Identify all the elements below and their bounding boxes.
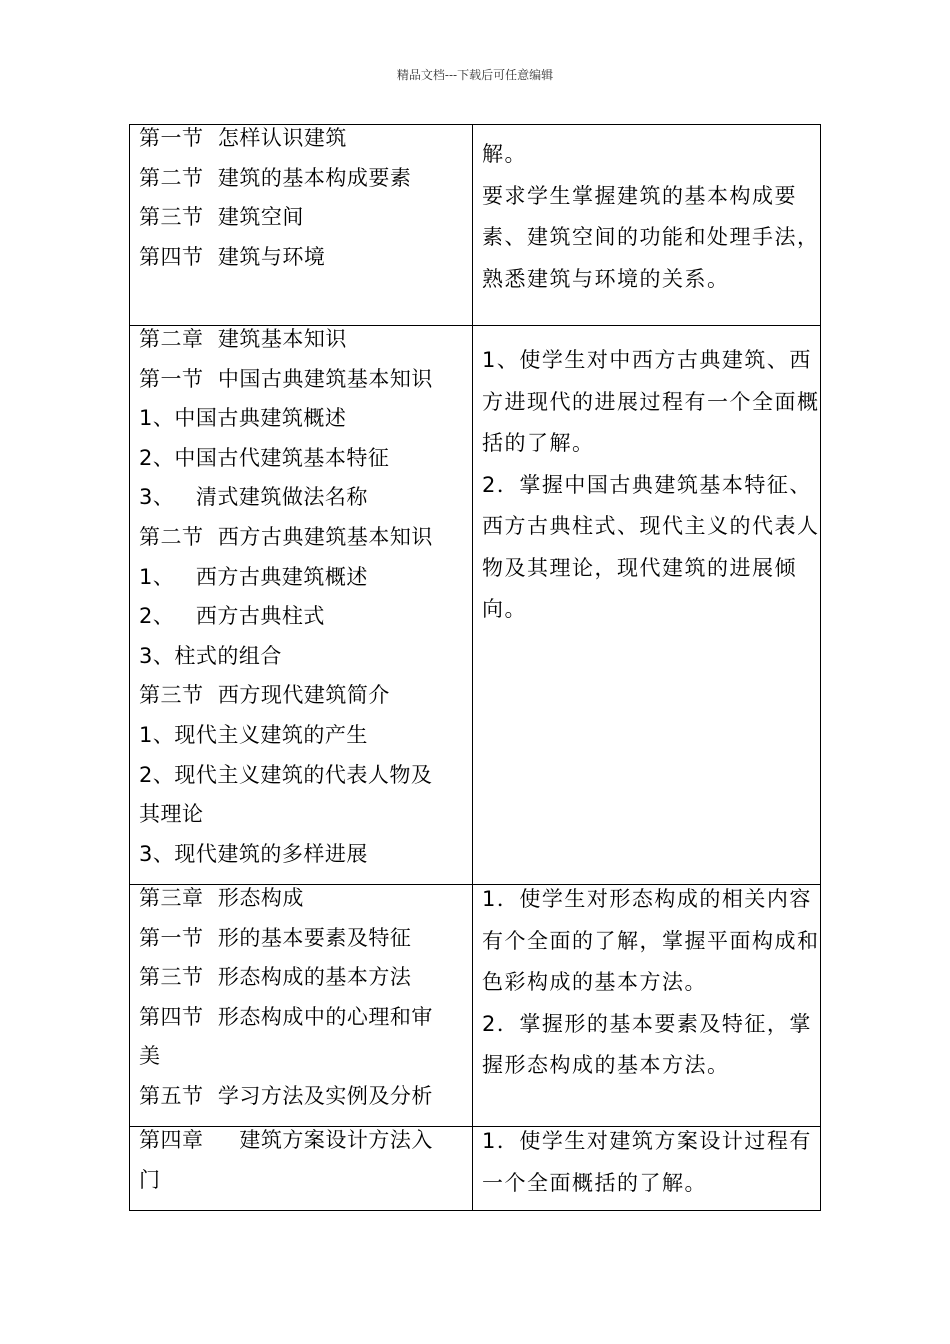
objective-line: 要求学生掌握建筑的基本构成要 — [482, 183, 797, 208]
chapter-line: 第三节 形态构成的基本方法 — [139, 965, 412, 990]
chapter-line: 第三节 建筑空间 — [139, 205, 304, 230]
chapter-line: 其理论 — [139, 802, 204, 827]
objective-cell — [473, 125, 821, 326]
chapter-line: 2、中国古代建筑基本特征 — [139, 445, 390, 470]
chapter-line: 2、 西方古典柱式 — [139, 604, 325, 629]
objective-line: 素、建筑空间的功能和处理手法， — [482, 225, 820, 249]
objective-line: 1、使学生对中西方古典建筑、西 — [482, 348, 812, 372]
chapter-line: 第四节 建筑与环境 — [139, 244, 326, 269]
chapter-line: 2、现代主义建筑的代表人物及 — [139, 762, 433, 787]
objective-line: 色彩构成的基本方法。 — [482, 970, 707, 994]
chapter-cell — [130, 885, 473, 1127]
objective-line: 2．掌握形的基本要素及特征，掌 — [482, 1011, 812, 1036]
objective-line: 1．使学生对建筑方案设计过程有 — [482, 1129, 812, 1153]
table-row — [130, 326, 821, 885]
chapter-line: 第二节 建筑的基本构成要素 — [139, 165, 412, 190]
chapter-line: 美 — [139, 1044, 161, 1069]
objective-line: 一个全面概括的了解。 — [482, 1170, 707, 1195]
chapter-cell — [130, 326, 473, 885]
chapter-line: 第一节 中国古典建筑基本知识 — [139, 366, 433, 391]
objective-line: 熟悉建筑与环境的关系。 — [482, 266, 730, 291]
chapter-line: 3、现代建筑的多样进展 — [139, 841, 368, 866]
objective-line: 1．使学生对形态构成的相关内容 — [482, 887, 812, 911]
chapter-cell — [130, 1127, 473, 1211]
chapter-line: 第三节 西方现代建筑简介 — [139, 683, 390, 708]
table-row — [130, 125, 821, 326]
chapter-line: 1、中国古典建筑概述 — [139, 406, 347, 431]
chapter-line: 3、 清式建筑做法名称 — [139, 485, 368, 510]
objective-line: 方进现代的进展过程有一个全面概 — [482, 389, 820, 414]
chapter-line: 门 — [139, 1167, 161, 1192]
objective-cell — [473, 1127, 821, 1211]
chapter-line: 第四节 形态构成中的心理和审 — [139, 1004, 433, 1029]
chapter-line: 第五节 学习方法及实例及分析 — [139, 1083, 433, 1108]
objective-line: 2．掌握中国古典建筑基本特征、 — [482, 472, 812, 497]
table-row — [130, 885, 821, 1127]
objective-line: 有个全面的了解，掌握平面构成和 — [482, 928, 820, 953]
chapter-line: 第三章 形态构成 — [139, 886, 304, 910]
chapter-line: 第一节 怎样认识建筑 — [139, 126, 347, 150]
chapter-line: 3、柱式的组合 — [139, 643, 282, 668]
chapter-line: 1、 西方古典建筑概述 — [139, 564, 368, 589]
objective-line: 向。 — [482, 597, 527, 621]
objective-cell — [473, 326, 821, 885]
objective-line: 西方古典柱式、现代主义的代表人 — [482, 514, 820, 538]
chapter-cell — [130, 125, 473, 326]
chapter-line: 1、现代主义建筑的产生 — [139, 722, 368, 747]
chapter-line: 第一节 形的基本要素及特征 — [139, 925, 412, 950]
objective-line: 握形态构成的基本方法。 — [482, 1053, 730, 1077]
chapter-line: 第四章 建筑方案设计方法入 — [139, 1128, 433, 1152]
chapter-line: 第二节 西方古典建筑基本知识 — [139, 524, 433, 549]
syllabus-table — [129, 124, 821, 1211]
page-header: 精品文档---下载后可任意编辑 — [396, 68, 554, 82]
table-row — [130, 1127, 821, 1211]
objective-line: 物及其理论，现代建筑的进展倾 — [482, 555, 797, 580]
objective-cell — [473, 885, 821, 1127]
chapter-line: 第二章 建筑基本知识 — [139, 327, 347, 351]
objective-line: 解。 — [482, 142, 527, 166]
objective-line: 括的了解。 — [482, 431, 595, 455]
